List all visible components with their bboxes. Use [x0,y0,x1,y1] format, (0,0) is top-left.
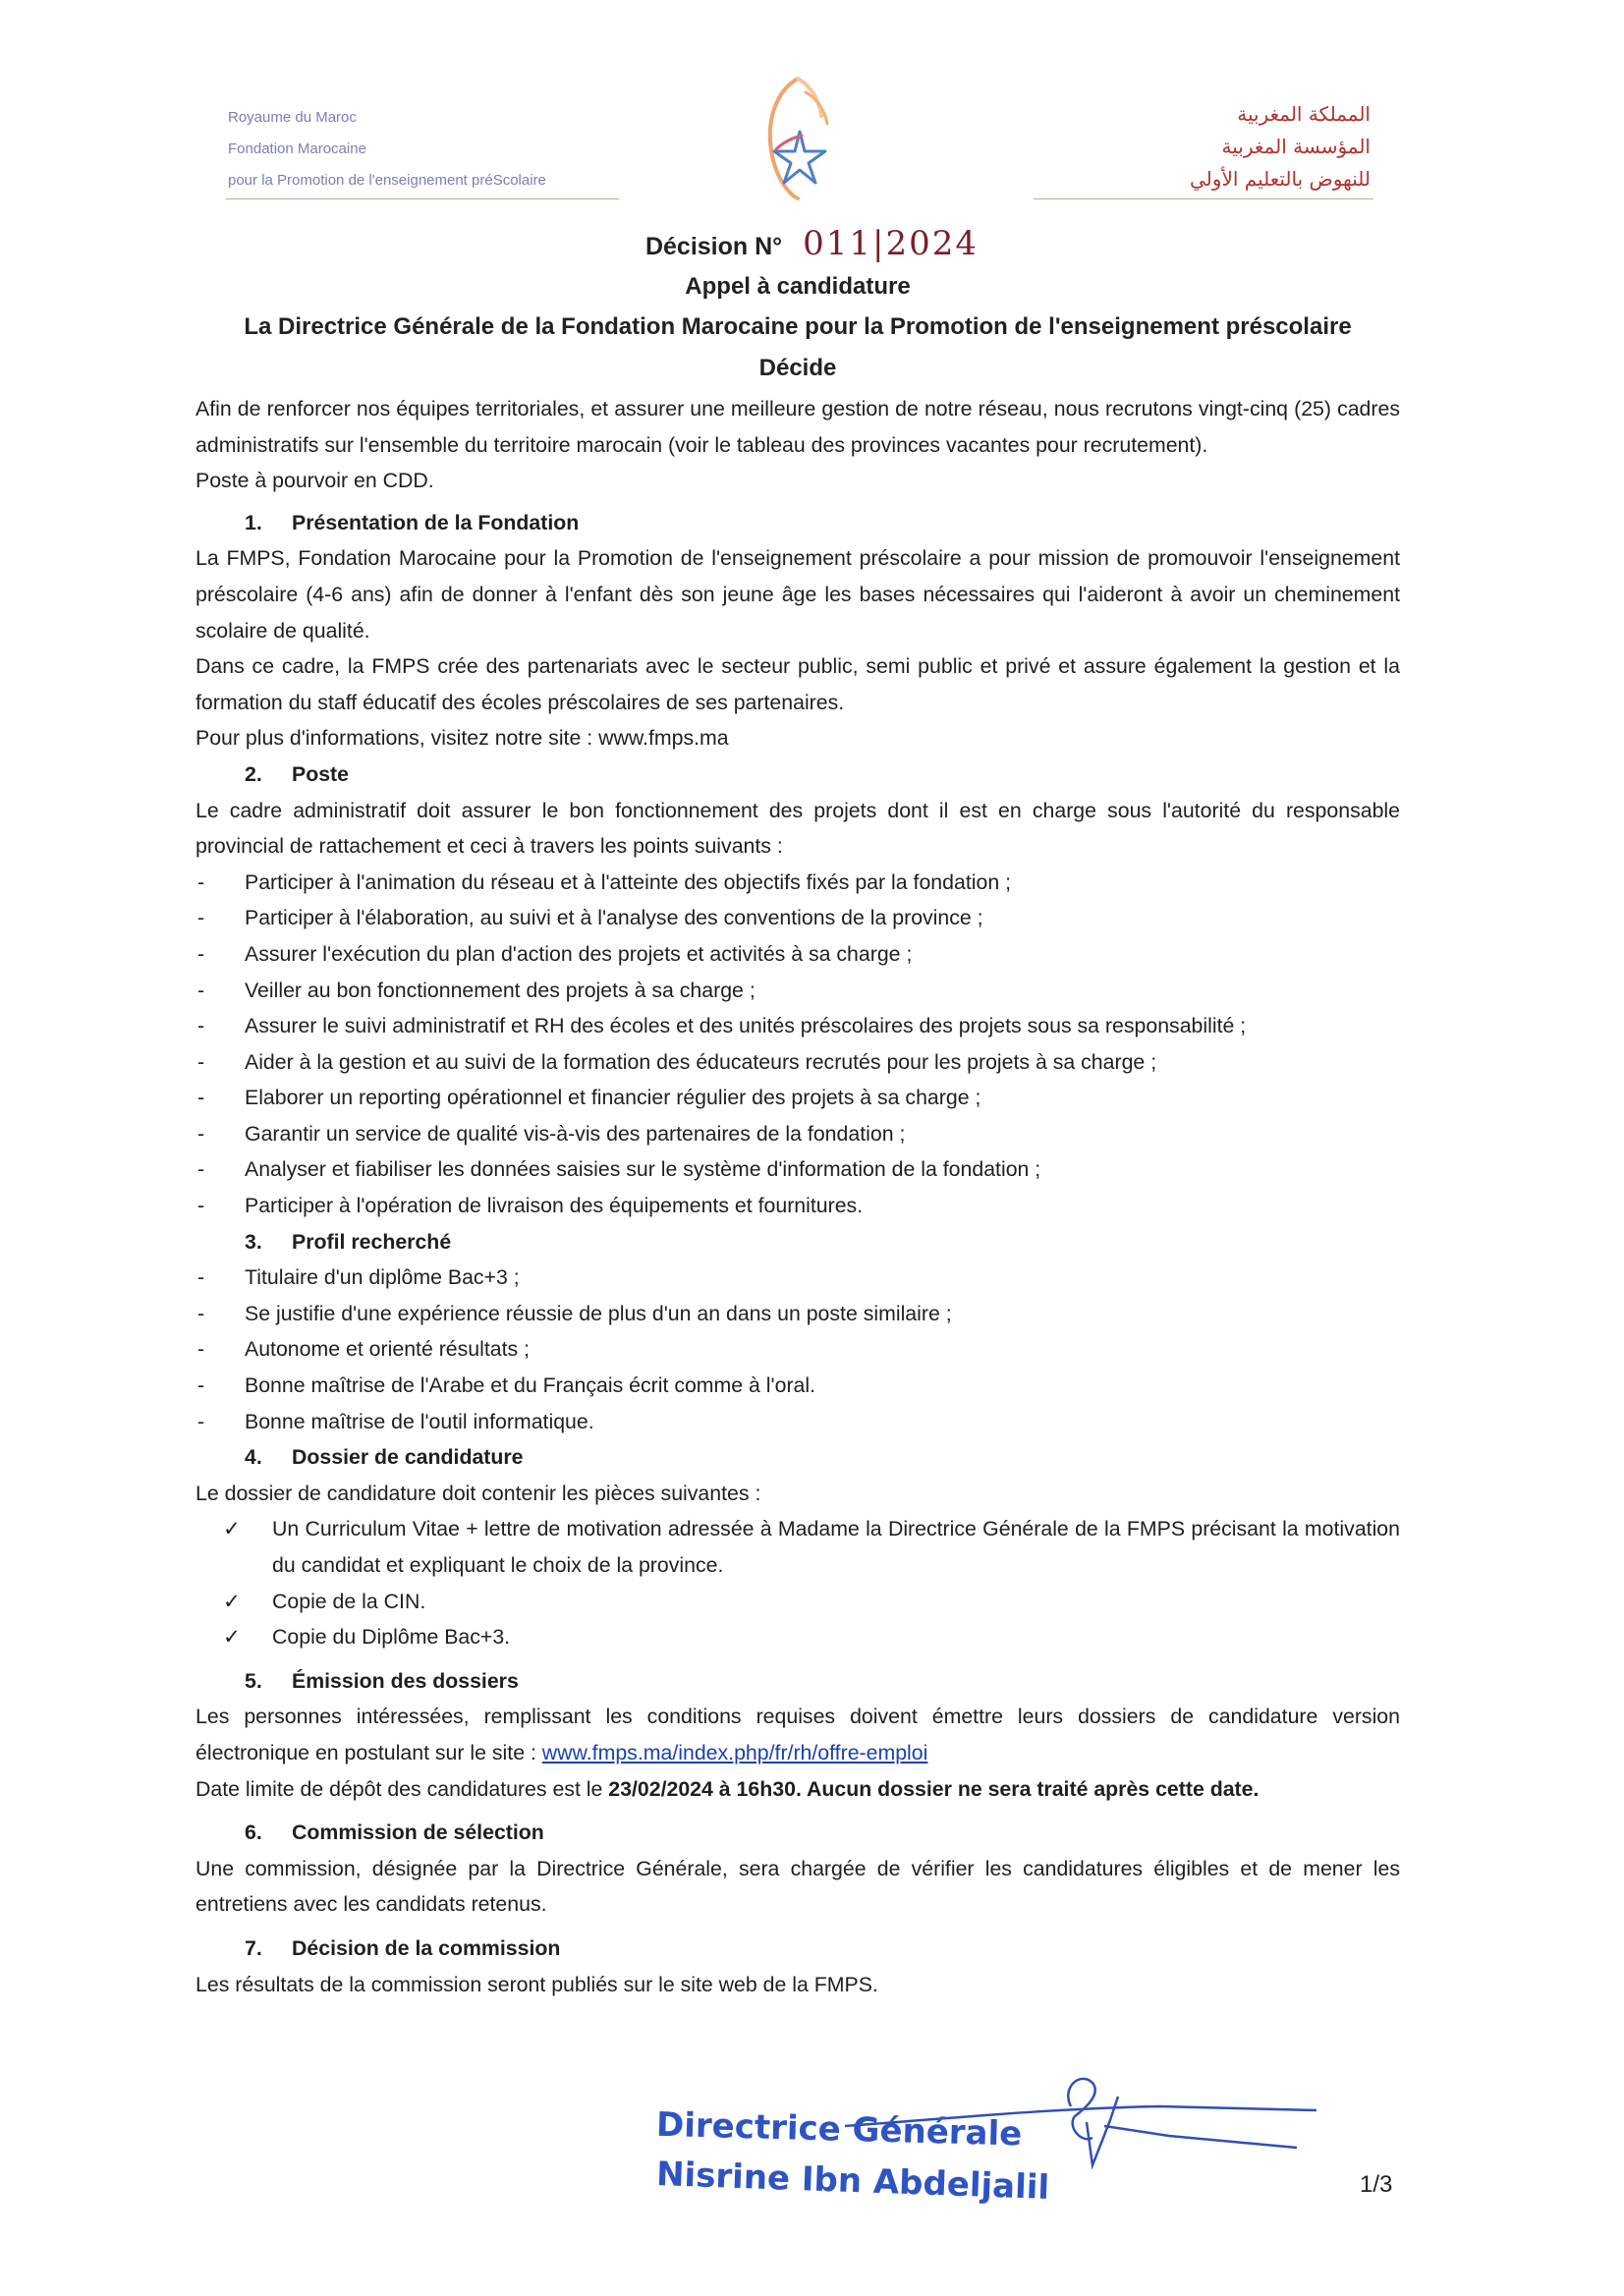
poste-list [196,865,1400,1224]
dash-marker: - [197,869,205,894]
document-body [196,391,1400,2002]
section-title: Commission de sélection [292,1820,544,1845]
page-number: 1/3 [1360,2171,1393,2198]
dash-marker: - [197,1337,205,1362]
section-1-paragraph-3: Pour plus d'informations, visitez notre site : www.fmps.ma [196,726,729,751]
list-item: - Autonome et orienté résultats ; [196,1331,1400,1368]
section-5-paragraph-2: Date limite de dépôt des candidatures est le 23/02/2024 à 16h30. Aucun dossier ne sera traité après cette date. [196,1776,1260,1801]
section-title: Émission des dossiers [292,1668,519,1693]
signature-role: Directrice Générale [655,2104,1023,2155]
section-number: 6. [245,1820,262,1845]
section-7-paragraph: Les résultats de la commission seront publiés sur le site web de la FMPS. [196,1972,878,1996]
intro-paragraph: Afin de renforcer nos équipes territoriales, et assurer une meilleure gestion de notre réseau, nous recrutons vingt-cinq (25) cadres administratifs sur l'ensemble du territoire marocain (voir le tableau des provinces vacantes pour recrutement). [196,397,1400,457]
section-1-paragraph-1: La FMPS, Fondation Marocaine pour la Promotion de l'enseignement préscolaire a pour mission de promouvoir l'enseignement préscolaire (4-6 ans) afin de donner à l'enfant dès son jeune âge les bases nécessaires qui l'aideront à avoir un cheminement scolaire de qualité. [196,546,1400,643]
section-heading-1 [196,505,1400,541]
list-item: ✓ Un Curriculum Vitae + lettre de motivation adressée à Madame la Directrice Générale de la FMPS précisant la motivation du candidat et expliquant le choix de la province. [196,1511,1400,1583]
dash-marker: - [197,1265,205,1290]
section-2-intro: Le cadre administratif doit assurer le bon fonctionnement des projets dont il est en charge sous l'autorité du responsable provincial de rattachement et ceci à travers les points suivants : [196,798,1400,859]
list-item: ✓ Copie de la CIN. [196,1584,1400,1620]
dash-marker: - [197,1049,205,1074]
list-item: - Bonne maîtrise de l'Arabe et du Français écrit comme à l'oral. [196,1368,1400,1404]
dash-marker: - [197,1409,205,1433]
section-heading-5 [196,1663,1400,1700]
decision-handwritten-number: 011|2024 [803,224,980,263]
list-item: - Participer à l'élaboration, au suivi et à l'analyse des conventions de la province ; [196,900,1400,936]
list-item: - Participer à l'animation du réseau et à l'atteinte des objectifs fixés par la fondation ; [196,865,1400,901]
check-icon: ✓ [223,1517,241,1541]
header-right-block [1190,98,1371,196]
section-number: 1. [245,510,262,534]
header-right-divider [1034,198,1373,199]
decision-label: Décision N° [644,233,783,260]
dash-marker: - [197,1086,205,1110]
section-title: Présentation de la Fondation [292,510,580,534]
section-number: 7. [245,1935,262,1960]
header-right-line-3: للنهوض بالتعليم الأولي [1190,167,1371,191]
signature-name: Nisrine Ibn Abdeljalil [655,2155,1050,2208]
section-1-paragraph-2: Dans ce cadre, la FMPS crée des partenariats avec le secteur public, semi public et privé et assure également la gestion et la formation du staff éducatif des écoles préscolaires de ses partenaires. [196,654,1400,714]
header-left-line-2: Fondation Marocaine [228,140,366,157]
list-item: - Analyser et fiabiliser les données saisies sur le système d'information de la fondation ; [196,1151,1400,1188]
list-item: - Titulaire d'un diplôme Bac+3 ; [196,1260,1400,1296]
dash-marker: - [197,1157,205,1182]
list-item: - Elaborer un reporting opérationnel et financier régulier des projets à sa charge ; [196,1080,1400,1116]
section-6-paragraph: Une commission, désignée par la Directrice Générale, sera chargée de vérifier les candidatures éligibles et de mener les entretiens avec les candidats retenus. [196,1856,1400,1917]
section-number: 5. [245,1668,262,1693]
dash-marker: - [197,1121,205,1146]
section-title: Poste [292,761,349,786]
decision-number [0,224,1624,263]
list-item: - Participer à l'opération de livraison des équipements et fournitures. [196,1188,1400,1224]
intro-cdd: Poste à pourvoir en CDD. [196,469,434,493]
offre-emploi-link[interactable]: www.fmps.ma/index.php/fr/rh/offre-emploi [541,1740,928,1764]
header-right-line-2: المؤسسة المغربية [1221,135,1371,158]
dash-marker: - [197,906,205,930]
dash-marker: - [197,1373,205,1398]
section-heading-4 [196,1439,1400,1476]
dash-marker: - [197,1194,205,1218]
section-title: Dossier de candidature [292,1445,524,1470]
section-heading-6 [196,1815,1400,1851]
title-directrice: La Directrice Générale de la Fondation Marocaine pour la Promotion de l'enseignement préscolaire [244,313,1352,340]
header-left-divider [226,198,619,199]
section-number: 3. [245,1229,262,1254]
section-heading-7 [196,1931,1400,1967]
title-decide: Décide [758,355,837,381]
section-title: Décision de la commission [292,1935,561,1960]
signature-block [656,2104,1049,2207]
check-icon: ✓ [223,1589,241,1613]
list-item: - Aider à la gestion et au suivi de la formation des éducateurs recrutés pour les projets à sa charge ; [196,1044,1400,1081]
section-heading-3 [196,1224,1400,1260]
dash-marker: - [197,1014,205,1038]
section-5-paragraph-1: Les personnes intéressées, remplissant les conditions requises doivent émettre leurs dossiers de candidature version électronique en postulant sur le site : www.fmps.ma/index.php/fr/rh/offre-emploi [196,1705,1400,1764]
section-number: 4. [245,1445,262,1470]
list-item: - Se justifie d'une expérience réussie de plus d'un an dans un poste similaire ; [196,1296,1400,1332]
list-item: - Assurer le suivi administratif et RH des écoles et des unités préscolaires des projets sous sa responsabilité ; [196,1008,1400,1044]
section-4-intro: Le dossier de candidature doit contenir les pièces suivantes : [196,1481,761,1505]
title-appel: Appel à candidature [685,273,911,300]
header-right-line-1: المملكة المغربية [1237,102,1371,126]
section-heading-2 [196,756,1400,793]
header-left-line-3: pour la Promotion de l'enseignement préScolaire [228,172,546,189]
list-item: - Bonne maîtrise de l'outil informatique. [196,1404,1400,1440]
section-number: 2. [245,761,262,786]
check-icon: ✓ [223,1625,241,1650]
deadline-date: 23/02/2024 à 16h30 [608,1776,796,1801]
dash-marker: - [197,1301,205,1325]
section-title: Profil recherché [292,1229,452,1254]
dash-marker: - [197,978,205,1002]
list-item: - Veiller au bon fonctionnement des projets à sa charge ; [196,973,1400,1009]
header-left-line-1: Royaume du Maroc [228,109,357,126]
list-item: ✓ Copie du Diplôme Bac+3. [196,1619,1400,1655]
profil-list [196,1260,1400,1439]
list-item: - Garantir un service de qualité vis-à-vis des partenaires de la fondation ; [196,1116,1400,1152]
header-left-block [228,102,546,196]
fmps-logo-icon [751,73,845,204]
dossier-list [196,1511,1400,1654]
list-item: - Assurer l'exécution du plan d'action des projets et activités à sa charge ; [196,936,1400,973]
dash-marker: - [197,941,205,966]
